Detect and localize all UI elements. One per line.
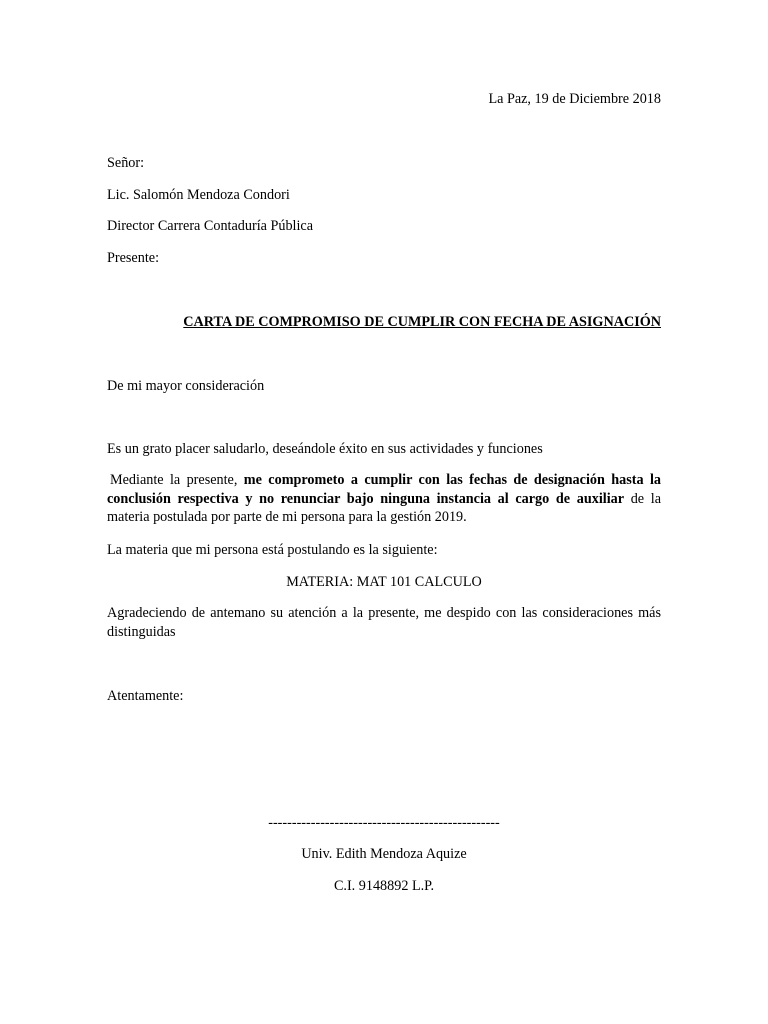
letter-subject: CARTA DE COMPROMISO DE CUMPLIR CON FECHA DE ASIGNACIÓN <box>183 314 661 330</box>
closing-paragraph: Agradeciendo de antemano su atención a la presente, me despido con las consideraciones más distinguidas <box>107 605 661 640</box>
commitment-rest: de la materia postulada por parte de mi persona para la gestión 2019. <box>107 490 661 526</box>
commitment-paragraph <box>107 471 661 527</box>
place-date: La Paz, 19 de Diciembre 2018 <box>488 91 661 107</box>
materia-line: MATERIA: MAT 101 CALCULO <box>286 574 482 590</box>
sign-off: Atentamente: <box>107 688 184 704</box>
recipient-title: Director Carrera Contaduría Pública <box>107 218 314 234</box>
signature-line: ------------------------------------------------- <box>268 815 500 831</box>
presente-label: Presente: <box>107 250 160 266</box>
commitment-intro: Mediante la presente, <box>110 472 244 488</box>
signer-name: Univ. Edith Mendoza Aquize <box>301 846 467 862</box>
signer-id: C.I. 9148892 L.P. <box>333 878 435 894</box>
opening-line: De mi mayor consideración <box>107 378 265 394</box>
recipient-name: Lic. Salomón Mendoza Condori <box>107 187 290 203</box>
subject-intro: La materia que mi persona está postulando es la siguiente: <box>107 542 438 558</box>
greeting-paragraph: Es un grato placer saludarlo, deseándole éxito en sus actividades y funciones <box>107 441 543 457</box>
commitment-bold: me comprometo a cumplir con las fechas de designación hasta la conclusión respectiva y no renunciar bajo ninguna instancia al cargo de auxiliar <box>107 472 661 507</box>
salutation: Señor: <box>107 155 145 171</box>
